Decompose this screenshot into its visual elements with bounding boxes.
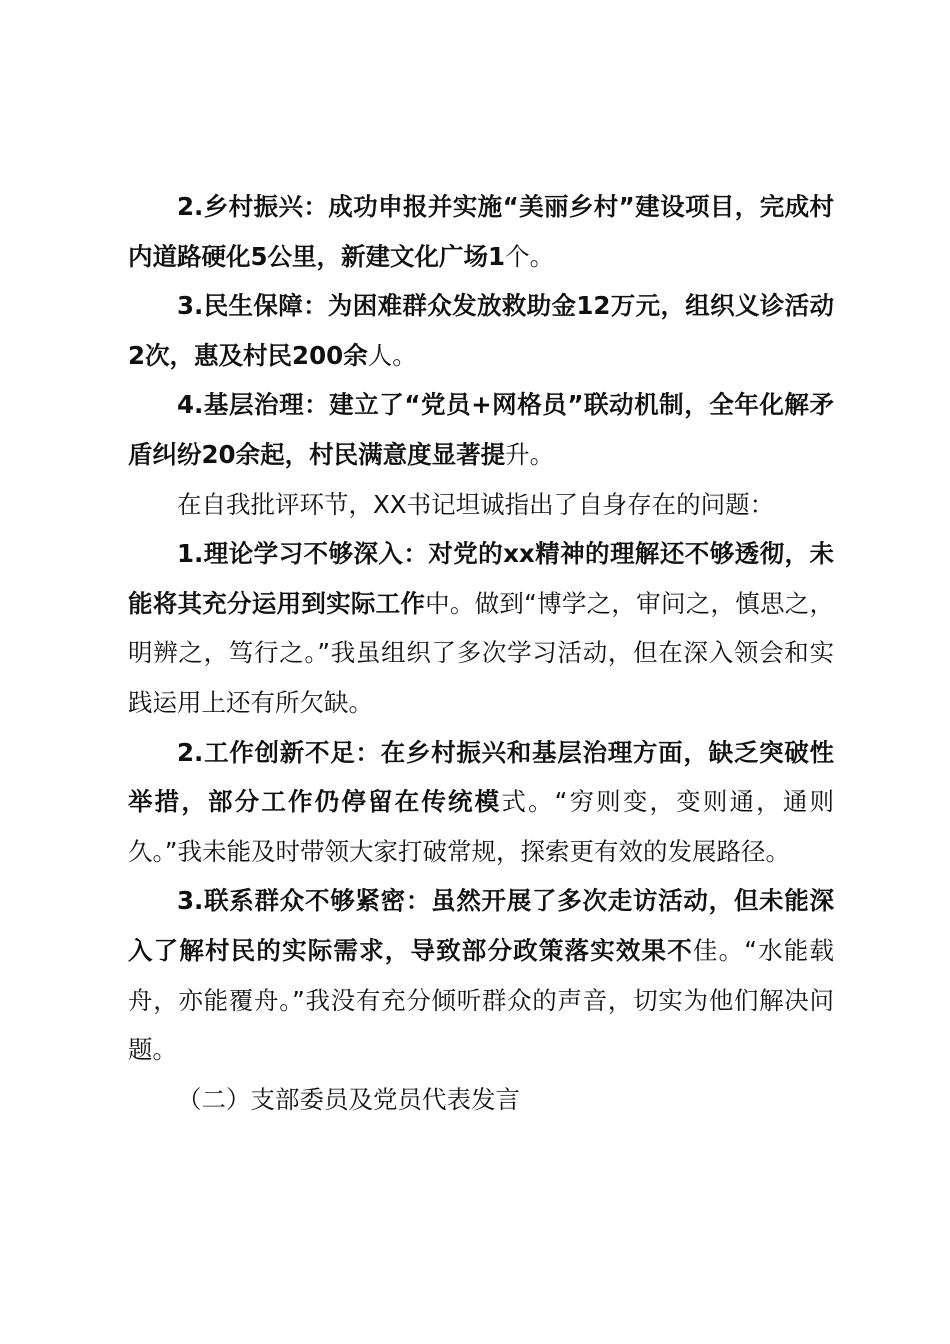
paragraph-text: （二）支部委员及党员代表发言 (177, 1084, 520, 1114)
paragraph-work-innovation (128, 728, 834, 877)
paragraph-theory-study (128, 529, 834, 727)
paragraph-livelihood (128, 281, 834, 380)
paragraph-text: 个。 (505, 241, 555, 271)
paragraph-text: 佳。“水能载舟，亦能覆舟。”我没有充分倾听群众的声音，切实为他们解决问题。 (128, 935, 834, 1065)
paragraph-text: 升。 (505, 439, 555, 469)
paragraph-bold-text: 2.工作创新不足：在乡村振兴和基层治理方面，缺乏突破性举措，部分工作仍停留在传统模 (128, 737, 834, 817)
paragraph-rural-revitalization (128, 182, 834, 281)
section-heading-branch-speeches (128, 1075, 834, 1125)
paragraph-bold-text: 2.乡村振兴：成功申报并实施“美丽乡村”建设项目，完成村内道路硬化5公里，新建文化广场1 (128, 192, 834, 271)
paragraph-bold-text: 1.理论学习不够深入：对党的xx精神的理解还不够透彻，未能将其充分运用到实际工作 (128, 539, 834, 618)
paragraph-self-criticism-intro (128, 480, 834, 530)
paragraph-text: 中。做到“博学之，审问之，慎思之，明辨之，笃行之。”我虽组织了多次学习活动，但在深入领会和实践运用上还有所欠缺。 (128, 588, 835, 717)
paragraph-governance (128, 380, 834, 479)
paragraph-bold-text: 3.联系群众不够紧密：虽然开展了多次走访活动，但未能深入了解村民的实际需求，导致部分政策落实效果不 (128, 886, 834, 965)
paragraph-text: 人。 (367, 340, 417, 370)
paragraph-text: 在自我批评环节，XX书记坦诚指出了自身存在的问题： (177, 489, 775, 519)
document-body (128, 182, 834, 1124)
paragraph-mass-contact (128, 876, 834, 1074)
paragraph-bold-text: 4.基层治理：建立了“党员+网格员”联动机制，全年化解矛盾纠纷20余起，村民满意度显著提 (128, 390, 834, 469)
paragraph-bold-text: 3.民生保障：为困难群众发放救助金12万元，组织义诊活动2次，惠及村民200余 (128, 291, 834, 370)
paragraph-text: 式。“穷则变，变则通，通则久。”我未能及时带领大家打破常规，探索更有效的发展路径。 (128, 787, 834, 866)
